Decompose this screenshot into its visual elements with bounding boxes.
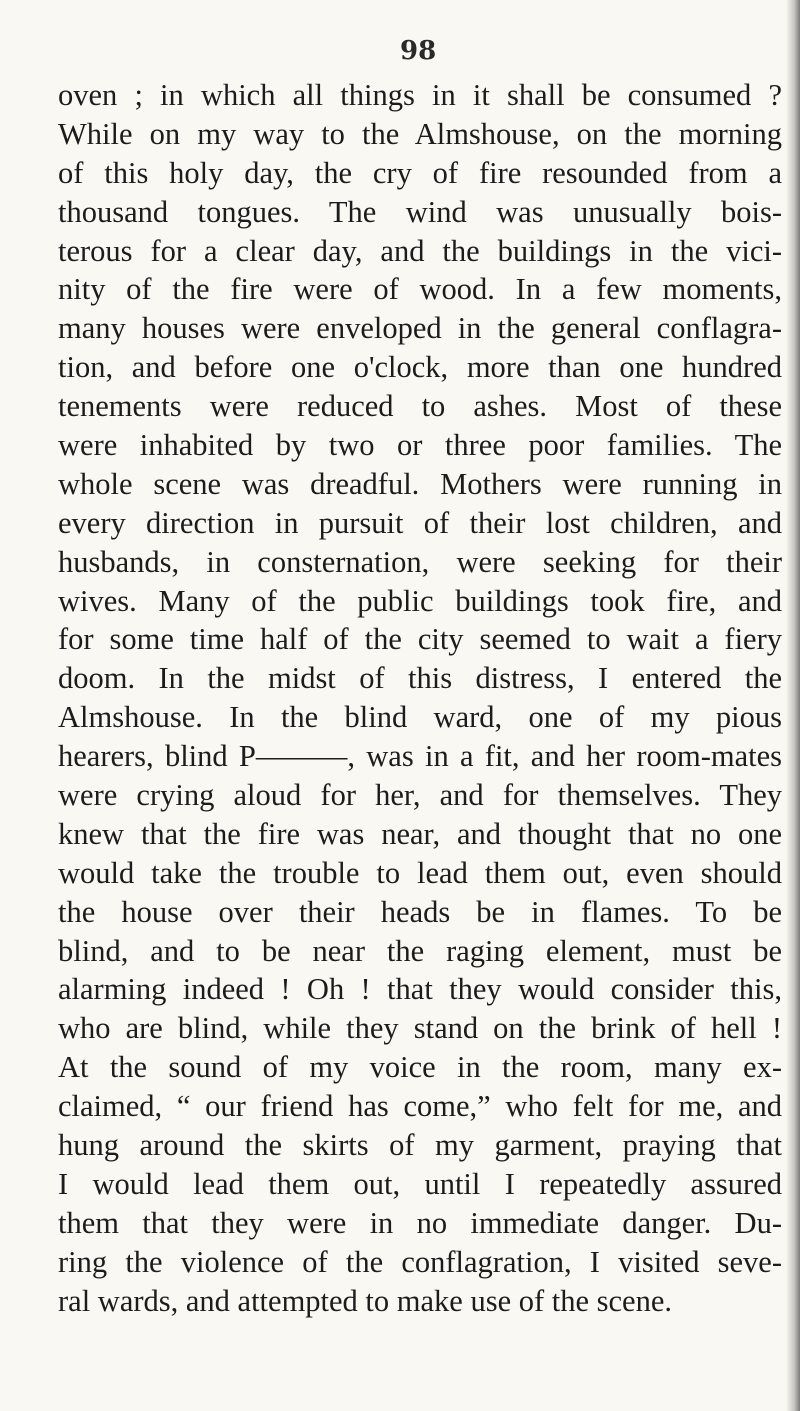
text-line: every direction in pursuit of their lost children, and — [58, 505, 782, 540]
text-line: wives. Many of the public buildings took fire, and — [58, 583, 782, 618]
text-line: whole scene was dreadful. Mothers were running in — [58, 466, 782, 501]
text-line: who are blind, while they stand on the brink of hell ! — [58, 1011, 782, 1046]
text-line: doom. In the midst of this distress, I entered the — [58, 661, 782, 696]
text-line: many houses were enveloped in the general conflagra- — [58, 311, 782, 346]
text-line: knew that the fire was near, and thought that no one — [58, 816, 782, 851]
text-line: At the sound of my voice in the room, many ex- — [58, 1050, 782, 1085]
text-line: the house over their heads be in flames. To be — [58, 894, 782, 929]
text-line: nity of the fire were of wood. In a few moments, — [58, 272, 782, 307]
text-line: thousand tongues. The wind was unusually bois- — [58, 194, 782, 229]
text-line: for some time half of the city seemed to wait a fiery — [58, 622, 782, 657]
text-line: tion, and before one o'clock, more than one hundred — [58, 350, 782, 385]
text-line: I would lead them out, until I repeatedly assured — [58, 1166, 782, 1201]
body-text — [58, 76, 782, 1321]
text-line: hung around the skirts of my garment, praying that — [58, 1128, 782, 1163]
text-line: ring the violence of the conflagration, I visited seve- — [58, 1244, 782, 1279]
text-line: them that they were in no immediate danger. Du- — [58, 1205, 782, 1240]
text-line: oven ; in which all things in it shall be consumed ? — [58, 78, 782, 112]
text-line: claimed, “ our friend has come,” who felt for me, and — [58, 1089, 782, 1124]
text-line: blind, and to be near the raging element, must be — [58, 933, 782, 968]
page-edge-shadow — [786, 0, 800, 1411]
page-number: 98 — [400, 36, 437, 66]
text-line: alarming indeed ! Oh ! that they would consider this, — [58, 972, 782, 1007]
text-line: ral wards, and attempted to make use of the scene. — [58, 1283, 673, 1318]
text-line: would take the trouble to lead them out, even should — [58, 855, 782, 890]
text-line: terous for a clear day, and the buildings in the vici- — [58, 233, 782, 268]
text-line: husbands, in consternation, were seeking for their — [58, 544, 782, 579]
text-line: tenements were reduced to ashes. Most of these — [58, 389, 782, 424]
text-line: While on my way to the Almshouse, on the morning — [58, 116, 782, 151]
text-line: Almshouse. In the blind ward, one of my pious — [58, 700, 782, 735]
text-line: were inhabited by two or three poor families. The — [58, 428, 782, 463]
text-line: hearers, blind P———, was in a fit, and her room-mates — [58, 739, 782, 774]
text-line: were crying aloud for her, and for themselves. They — [58, 778, 782, 813]
text-line: of this holy day, the cry of fire resounded from a — [58, 155, 782, 190]
